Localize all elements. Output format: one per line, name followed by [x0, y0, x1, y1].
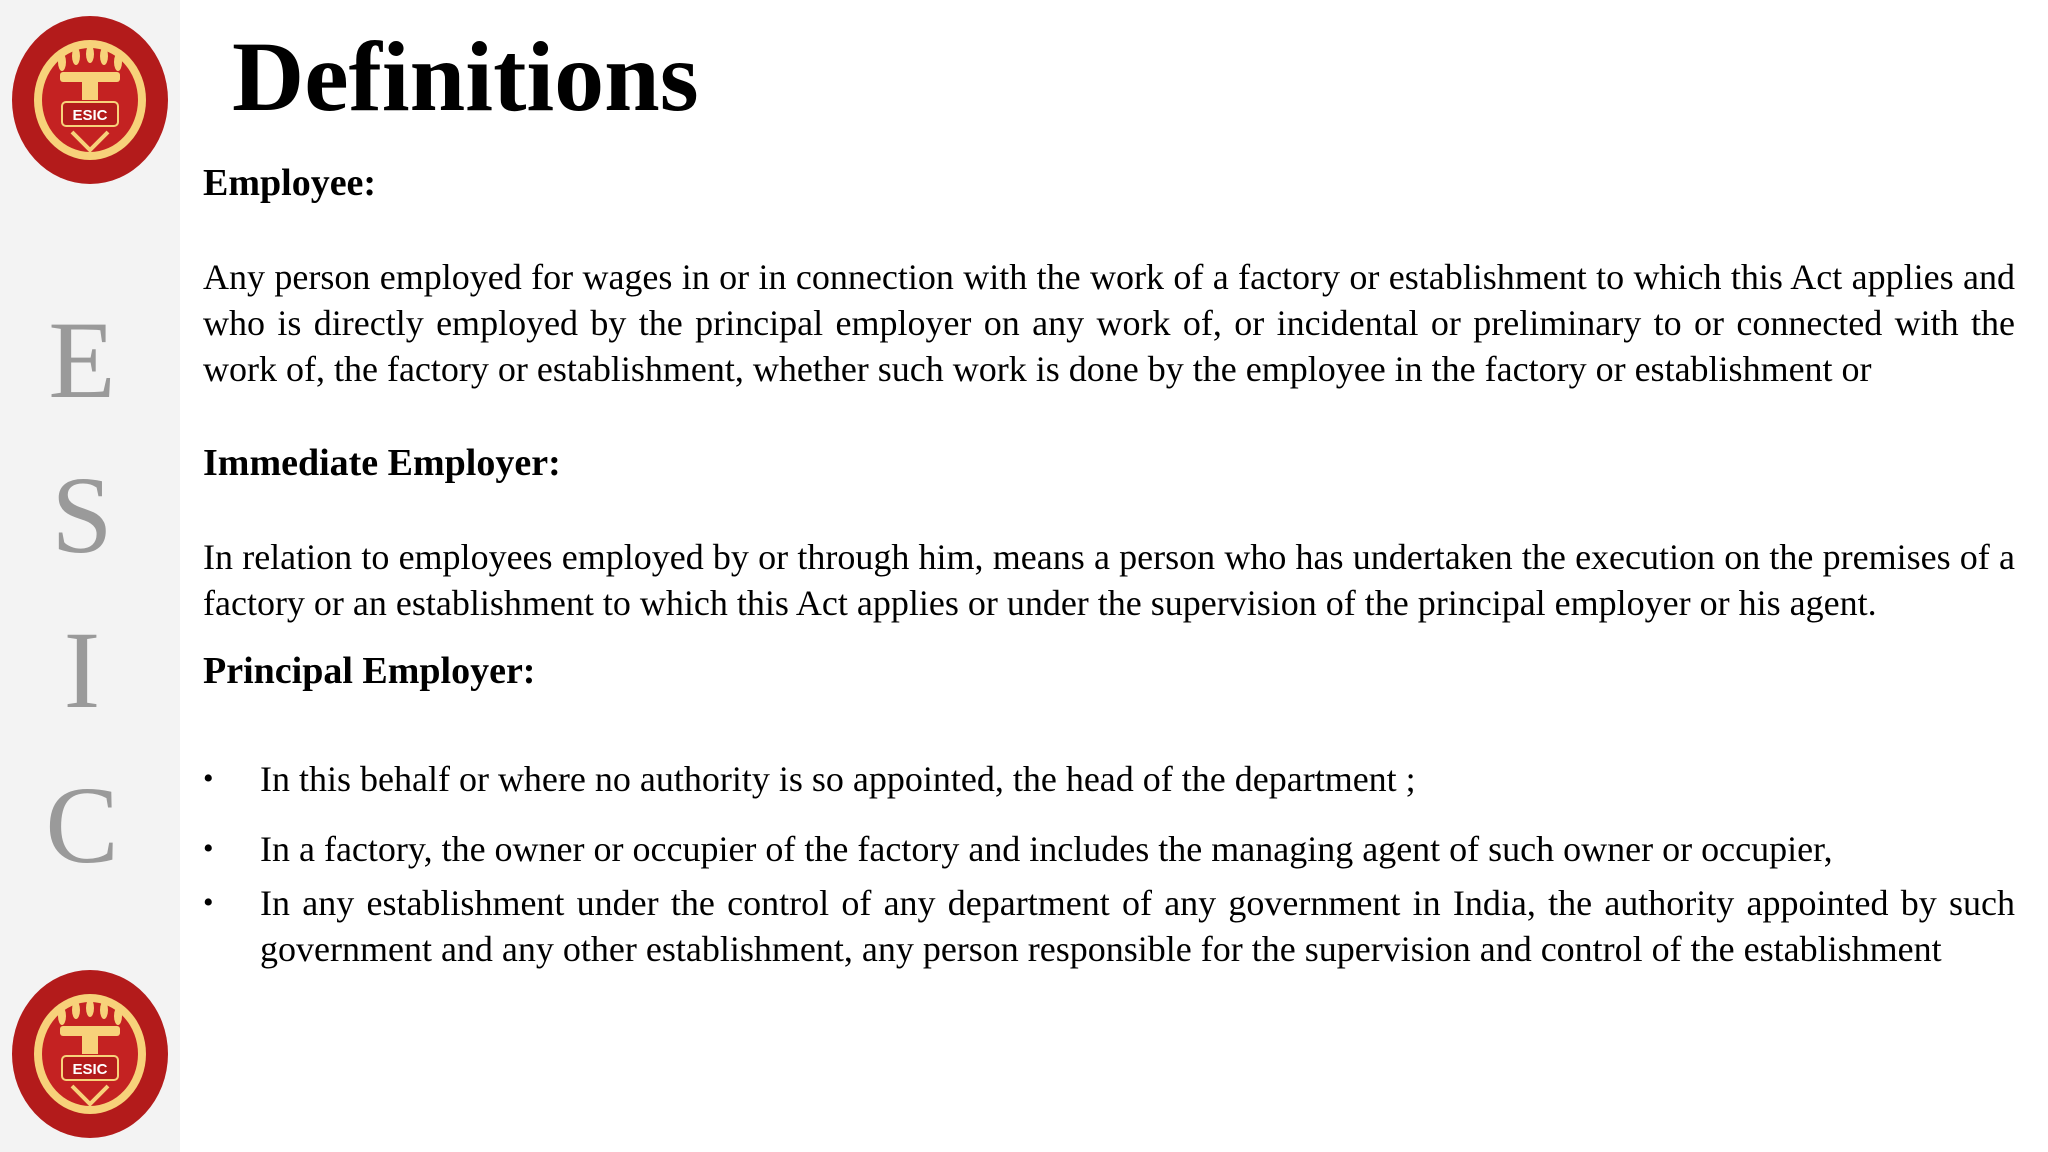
bullet-icon: • [203, 886, 214, 919]
side-letter-s: S [51, 454, 113, 576]
list-item-text: In a factory, the owner or occupier of the factory and includes the managing agent of such owner or occupier, [260, 829, 1833, 869]
esic-logo-top [10, 12, 170, 187]
list-item-text: In any establishment under the control of any department of any government in India, the authority appointed by such government and any other establishment, any person responsible for the supervision and control of the establishment [260, 883, 2015, 969]
logo-lettering: ESIC [72, 1061, 108, 1078]
side-letter-c: C [45, 764, 119, 886]
principal-employer-heading: Principal Employer: [203, 650, 536, 692]
principal-employer-list [203, 756, 2015, 972]
employee-heading: Employee: [203, 162, 377, 204]
list-item [203, 826, 2015, 872]
bullet-icon: • [203, 762, 214, 795]
employee-definition: Any person employed for wages in or in connection with the work of a factory or establishment to which this Act applies and who is directly employed by the principal employer on any work of, or incidental or preliminary to or connected with the work of, the factory or establishment, whether such work is done by the employee in the factory or establishment or [203, 257, 2015, 389]
immediate-employer-definition: In relation to employees employed by or through him, means a person who has undertaken the execution on the premises of a factory or an establishment to which this Act applies or under the supervision of the principal employer or his agent. [203, 537, 2015, 623]
slide-title: Definitions [232, 21, 699, 132]
esic-emblem-icon [10, 12, 170, 187]
definitions-content [203, 160, 2015, 972]
side-letter-e: E [48, 299, 116, 421]
list-item [203, 756, 2015, 802]
esic-logo-bottom [10, 966, 170, 1141]
esic-emblem-icon [10, 966, 170, 1141]
list-item [203, 880, 2015, 972]
logo-lettering: ESIC [72, 107, 108, 124]
immediate-employer-heading: Immediate Employer: [203, 442, 561, 484]
list-item-text: In this behalf or where no authority is so appointed, the head of the department ; [260, 759, 1416, 799]
side-letter-i: I [63, 609, 101, 731]
bullet-icon: • [203, 832, 214, 865]
